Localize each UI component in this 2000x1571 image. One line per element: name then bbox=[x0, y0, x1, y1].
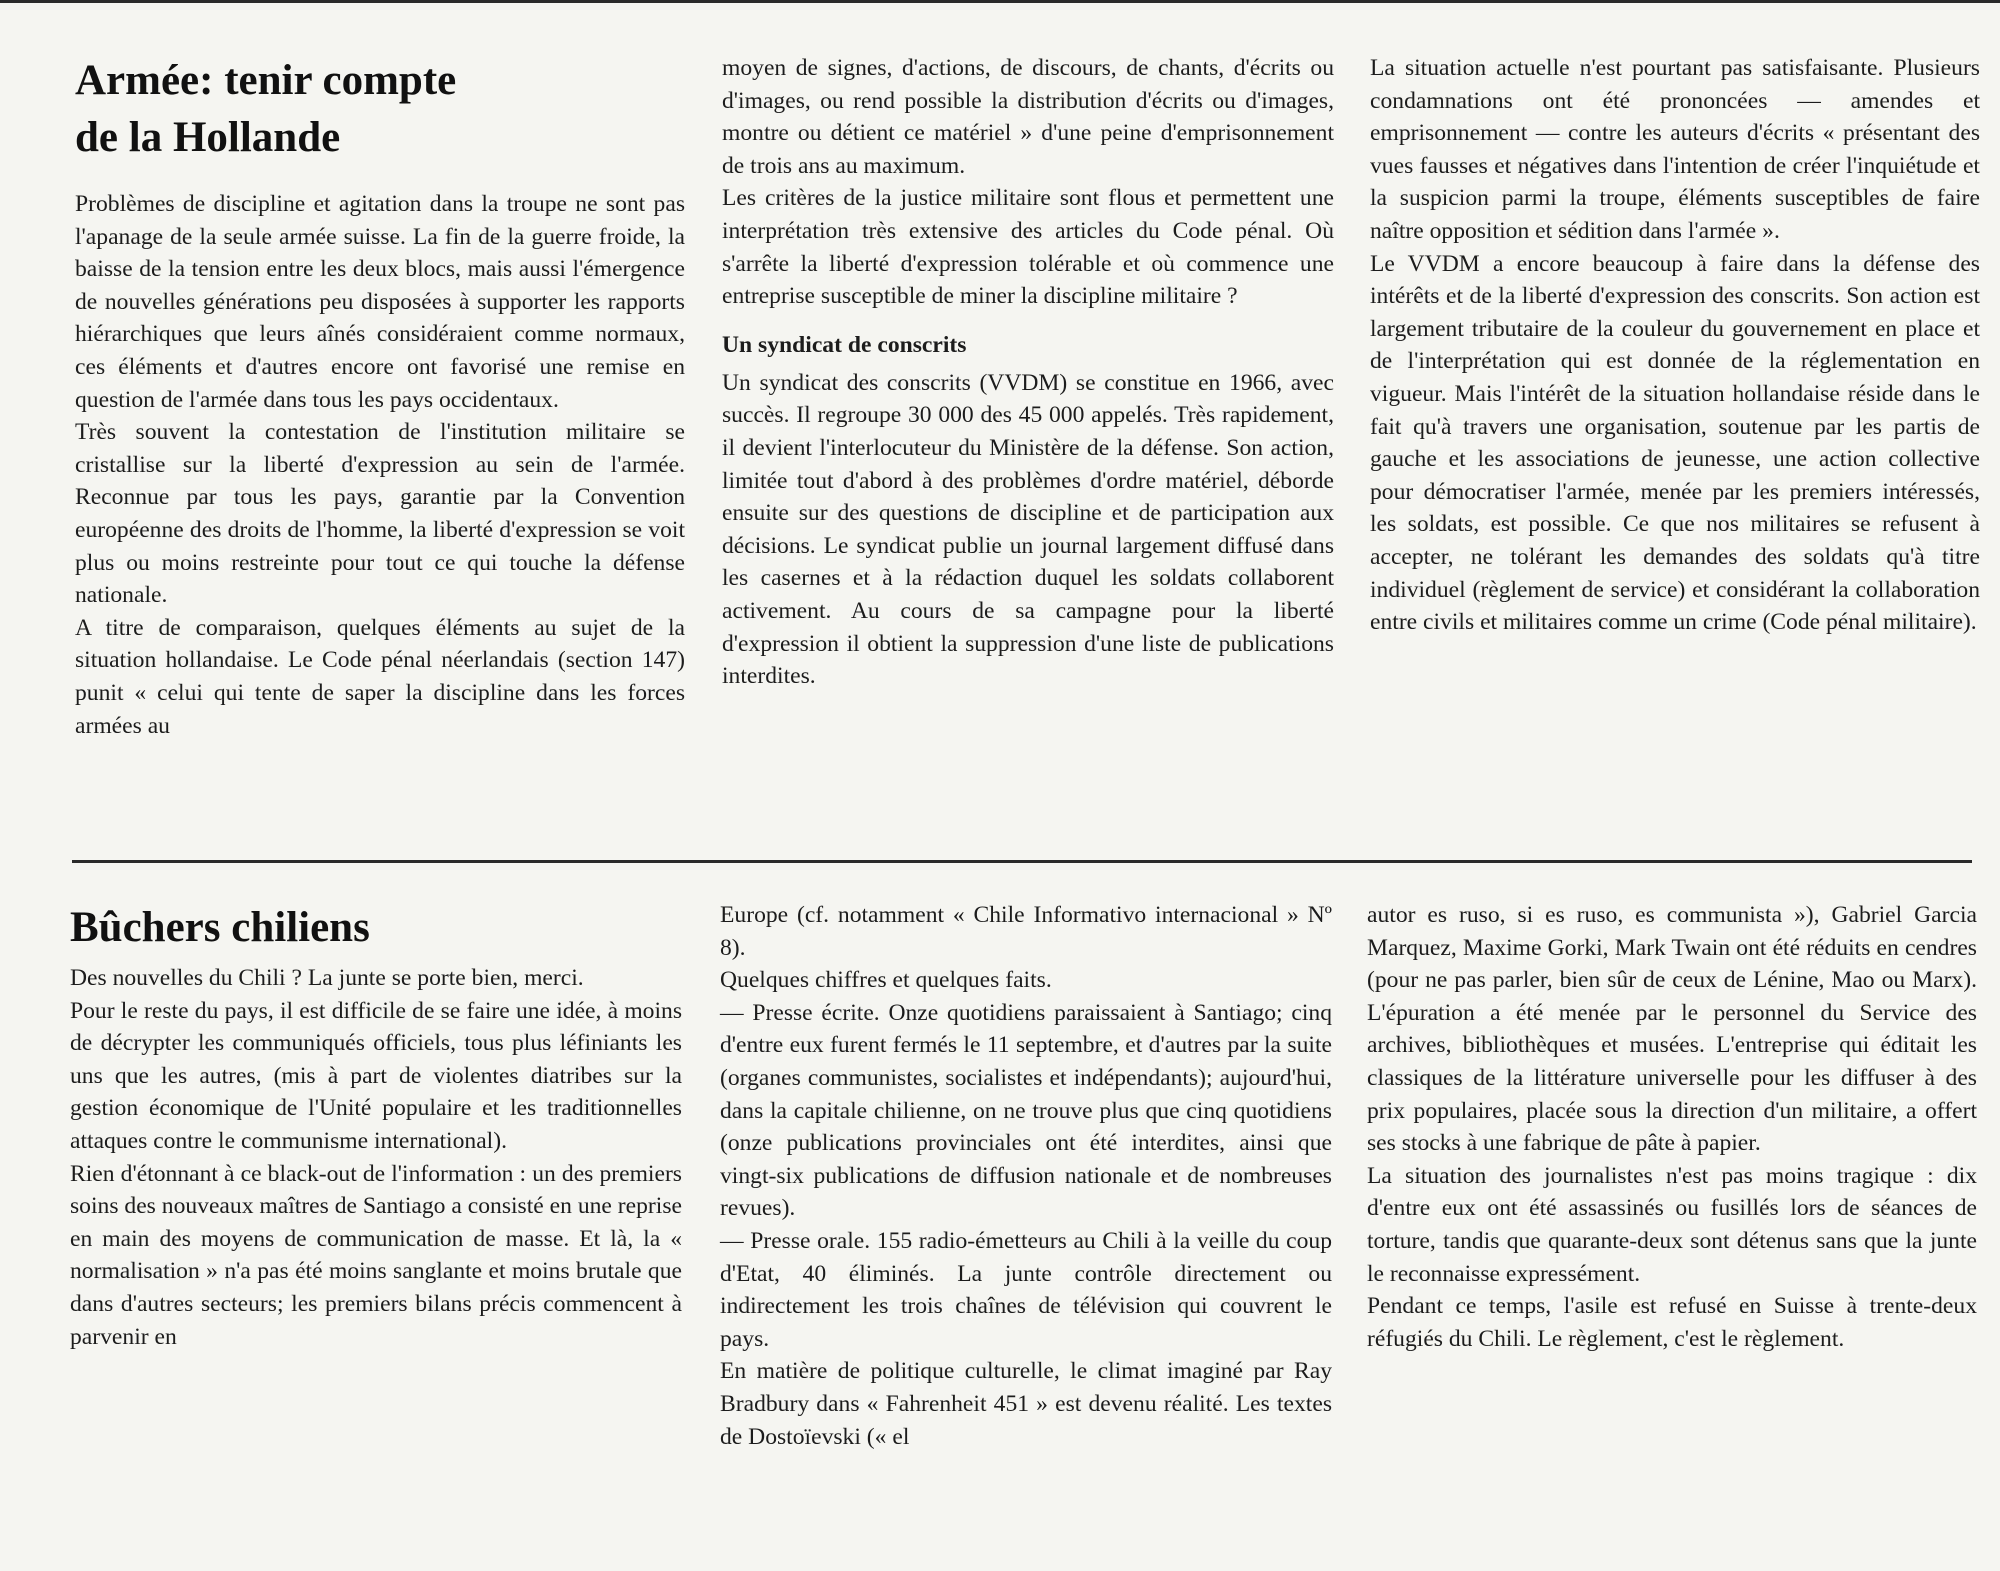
article1-subheading: Un syndicat de conscrits bbox=[722, 331, 967, 358]
paragraph: — Presse écrite. Onze quotidiens paraissaient à Santiago; cinq d'entre eux furent fermés le 11 septembre, et d'autres par la suite (organes communistes, socialistes et indépendants); aujourd'hui, dans la capitale chilienne, on ne trouve plus que cinq quotidiens (onze publications provinciales ont été interdites, ainsi que vingt-six publications de diffusion nationale et de nombreuses revues). bbox=[720, 999, 1332, 1222]
paragraph: Europe (cf. notamment « Chile Informativo internacional » Nº 8). bbox=[720, 902, 1332, 961]
paragraph: Pour le reste du pays, il est difficile de se faire une idée, à moins de décrypter les communiqués officiels, tous plus léfiniants les uns que les autres, (mis à part de violentes diatribes sur la gestion économique de l'Unité populaire et les traditionnelles attaques contre le communisme international). bbox=[70, 997, 682, 1154]
paragraph: Rien d'étonnant à ce black-out de l'information : un des premiers soins des nouveaux maîtres de Santiago a consisté en une reprise en main des moyens de communication de masse. Et là, la « normalisation » n'a pas été moins sanglante et moins brutale que dans d'autres secteurs; les premiers bilans précis commencent à parvenir en bbox=[70, 1160, 682, 1350]
paragraph: La situation des journalistes n'est pas moins tragique : dix d'entre eux ont été assassinés ou fusillés lors de séances de torture, tandis que quarante-deux sont détenus sans que la junte le reconnaisse expressément. bbox=[1367, 1162, 1977, 1287]
paragraph: moyen de signes, d'actions, de discours, de chants, d'écrits ou d'images, ou rend possible la distribution d'écrits ou d'images, montre ou détient ce matériel » d'une peine d'emprisonnement de trois ans au maximum. bbox=[722, 55, 1334, 179]
paragraph: Des nouvelles du Chili ? La junte se porte bien, merci. bbox=[70, 965, 584, 991]
paragraph: Quelques chiffres et quelques faits. bbox=[720, 967, 1052, 994]
article2-headline: Bûchers chiliens bbox=[70, 904, 370, 951]
article1-column-3 bbox=[1370, 52, 1980, 639]
paragraph: — Presse orale. 155 radio-émetteurs au Chili à la veille du coup d'Etat, 40 éliminés. La junte contrôle directement ou indirectement les trois chaînes de télévision qui couvrent le pays. bbox=[720, 1227, 1332, 1352]
article1-headline-line1: Armée: tenir compte bbox=[75, 57, 457, 104]
top-rule bbox=[0, 0, 2000, 3]
paragraph: Le VVDM a encore beaucoup à faire dans la défense des intérêts et de la liberté d'expression des conscrits. Son action est largement tributaire de la couleur du gouvernement en place et de l'interprétation qui est donnée de la réglementation en vigueur. Mais l'intérêt de la situation hollandaise réside dans le fait qu'à travers une organisation, soutenue par les partis de gauche et les associations de jeunesse, une action collective pour démocratiser l'armée, menée par les premiers intéressés, les soldats, est possible. Ce que nos militaires se refusent à accepter, ne tolérant les demandes des soldats qu'à titre individuel (règlement de service) et considérant la collaboration entre civils et militaires comme un crime (Code pénal militaire). bbox=[1370, 250, 1980, 636]
paragraph: Pendant ce temps, l'asile est refusé en Suisse à trente-deux réfugiés du Chili. Le règlement, c'est le règlement. bbox=[1367, 1293, 1977, 1352]
article1-column-2 bbox=[722, 52, 1334, 693]
article-divider bbox=[72, 860, 1972, 863]
paragraph: Très souvent la contestation de l'institution militaire se cristallise sur la liberté d'expression au sein de l'armée. Reconnue par tous les pays, garantie par la Convention européenne des droits de l'homme, la liberté d'expression se voit plus ou moins restreinte pour tout ce qui touche la défense nationale. bbox=[75, 419, 685, 609]
paragraph: Problèmes de discipline et agitation dans la troupe ne sont pas l'apanage de la seule armée suisse. La fin de la guerre froide, la baisse de la tension entre les deux blocs, mais aussi l'émergence de nouvelles générations peu disposées à supporter les rapports hiérarchiques que leurs aînés considéraient comme normaux, ces éléments et d'autres encore ont favorisé une remise en question de l'armée dans tous les pays occidentaux. bbox=[75, 191, 685, 413]
paragraph: Un syndicat des conscrits (VVDM) se constitue en 1966, avec succès. Il regroupe 30 000 des 45 000 appelés. Très rapidement, il devient l'interlocuteur du Ministère de la défense. Son action, limitée tout d'abord à des problèmes d'ordre matériel, déborde ensuite sur des questions de discipline et de participation aux décisions. Le syndicat publie un journal largement diffusé dans les casernes et à la rédaction duquel les soldats collaborent activement. Au cours de sa campagne pour la liberté d'expression il obtient la suppression d'une liste de publications interdites. bbox=[722, 369, 1334, 690]
article2-column-1 bbox=[70, 899, 682, 1353]
article1-column-1 bbox=[75, 52, 685, 742]
paragraph: En matière de politique culturelle, le climat imaginé par Ray Bradbury dans « Fahrenheit 451 » est devenu réalité. Les textes de Dostoïevski (« el bbox=[720, 1358, 1332, 1450]
article1-headline bbox=[75, 52, 685, 166]
paragraph: A titre de comparaison, quelques éléments au sujet de la situation hollandaise. Le Code pénal néerlandais (section 147) punit « celui qui tente de saper la discipline dans les forces armées au bbox=[75, 614, 685, 739]
article2-column-3 bbox=[1367, 899, 1977, 1355]
paragraph: Les critères de la justice militaire sont flous et permettent une interprétation très extensive des articles du Code pénal. Où s'arrête la liberté d'expression tolérable et où commence une entreprise susceptible de miner la discipline militaire ? bbox=[722, 185, 1334, 310]
paragraph: La situation actuelle n'est pourtant pas satisfaisante. Plusieurs condamnations ont été prononcées — amendes et emprisonnement — contre les auteurs d'écrits « présentant des vues fausses et négatives dans l'intention de créer l'inquiétude et la suspicion parmi la troupe, éléments susceptibles de faire naître opposition et sédition dans l'armée ». bbox=[1370, 55, 1980, 244]
article1-headline-line2: de la Hollande bbox=[75, 114, 341, 161]
article2-column-2 bbox=[720, 899, 1332, 1453]
paragraph: autor es ruso, si es ruso, es communista »), Gabriel Garcia Marquez, Maxime Gorki, Mark Twain ont été réduits en cendres (pour ne pas parler, bien sûr de ceux de Lénine, Mao ou Marx). L'épuration a été menée par le personnel du Service des archives, bibliothèques et musées. L'entreprise qui éditait les classiques de la littérature universelle pour les diffuser à des prix populaires, placée sous la direction d'un militaire, a offert ses stocks à une fabrique de pâte à papier. bbox=[1367, 902, 1977, 1157]
